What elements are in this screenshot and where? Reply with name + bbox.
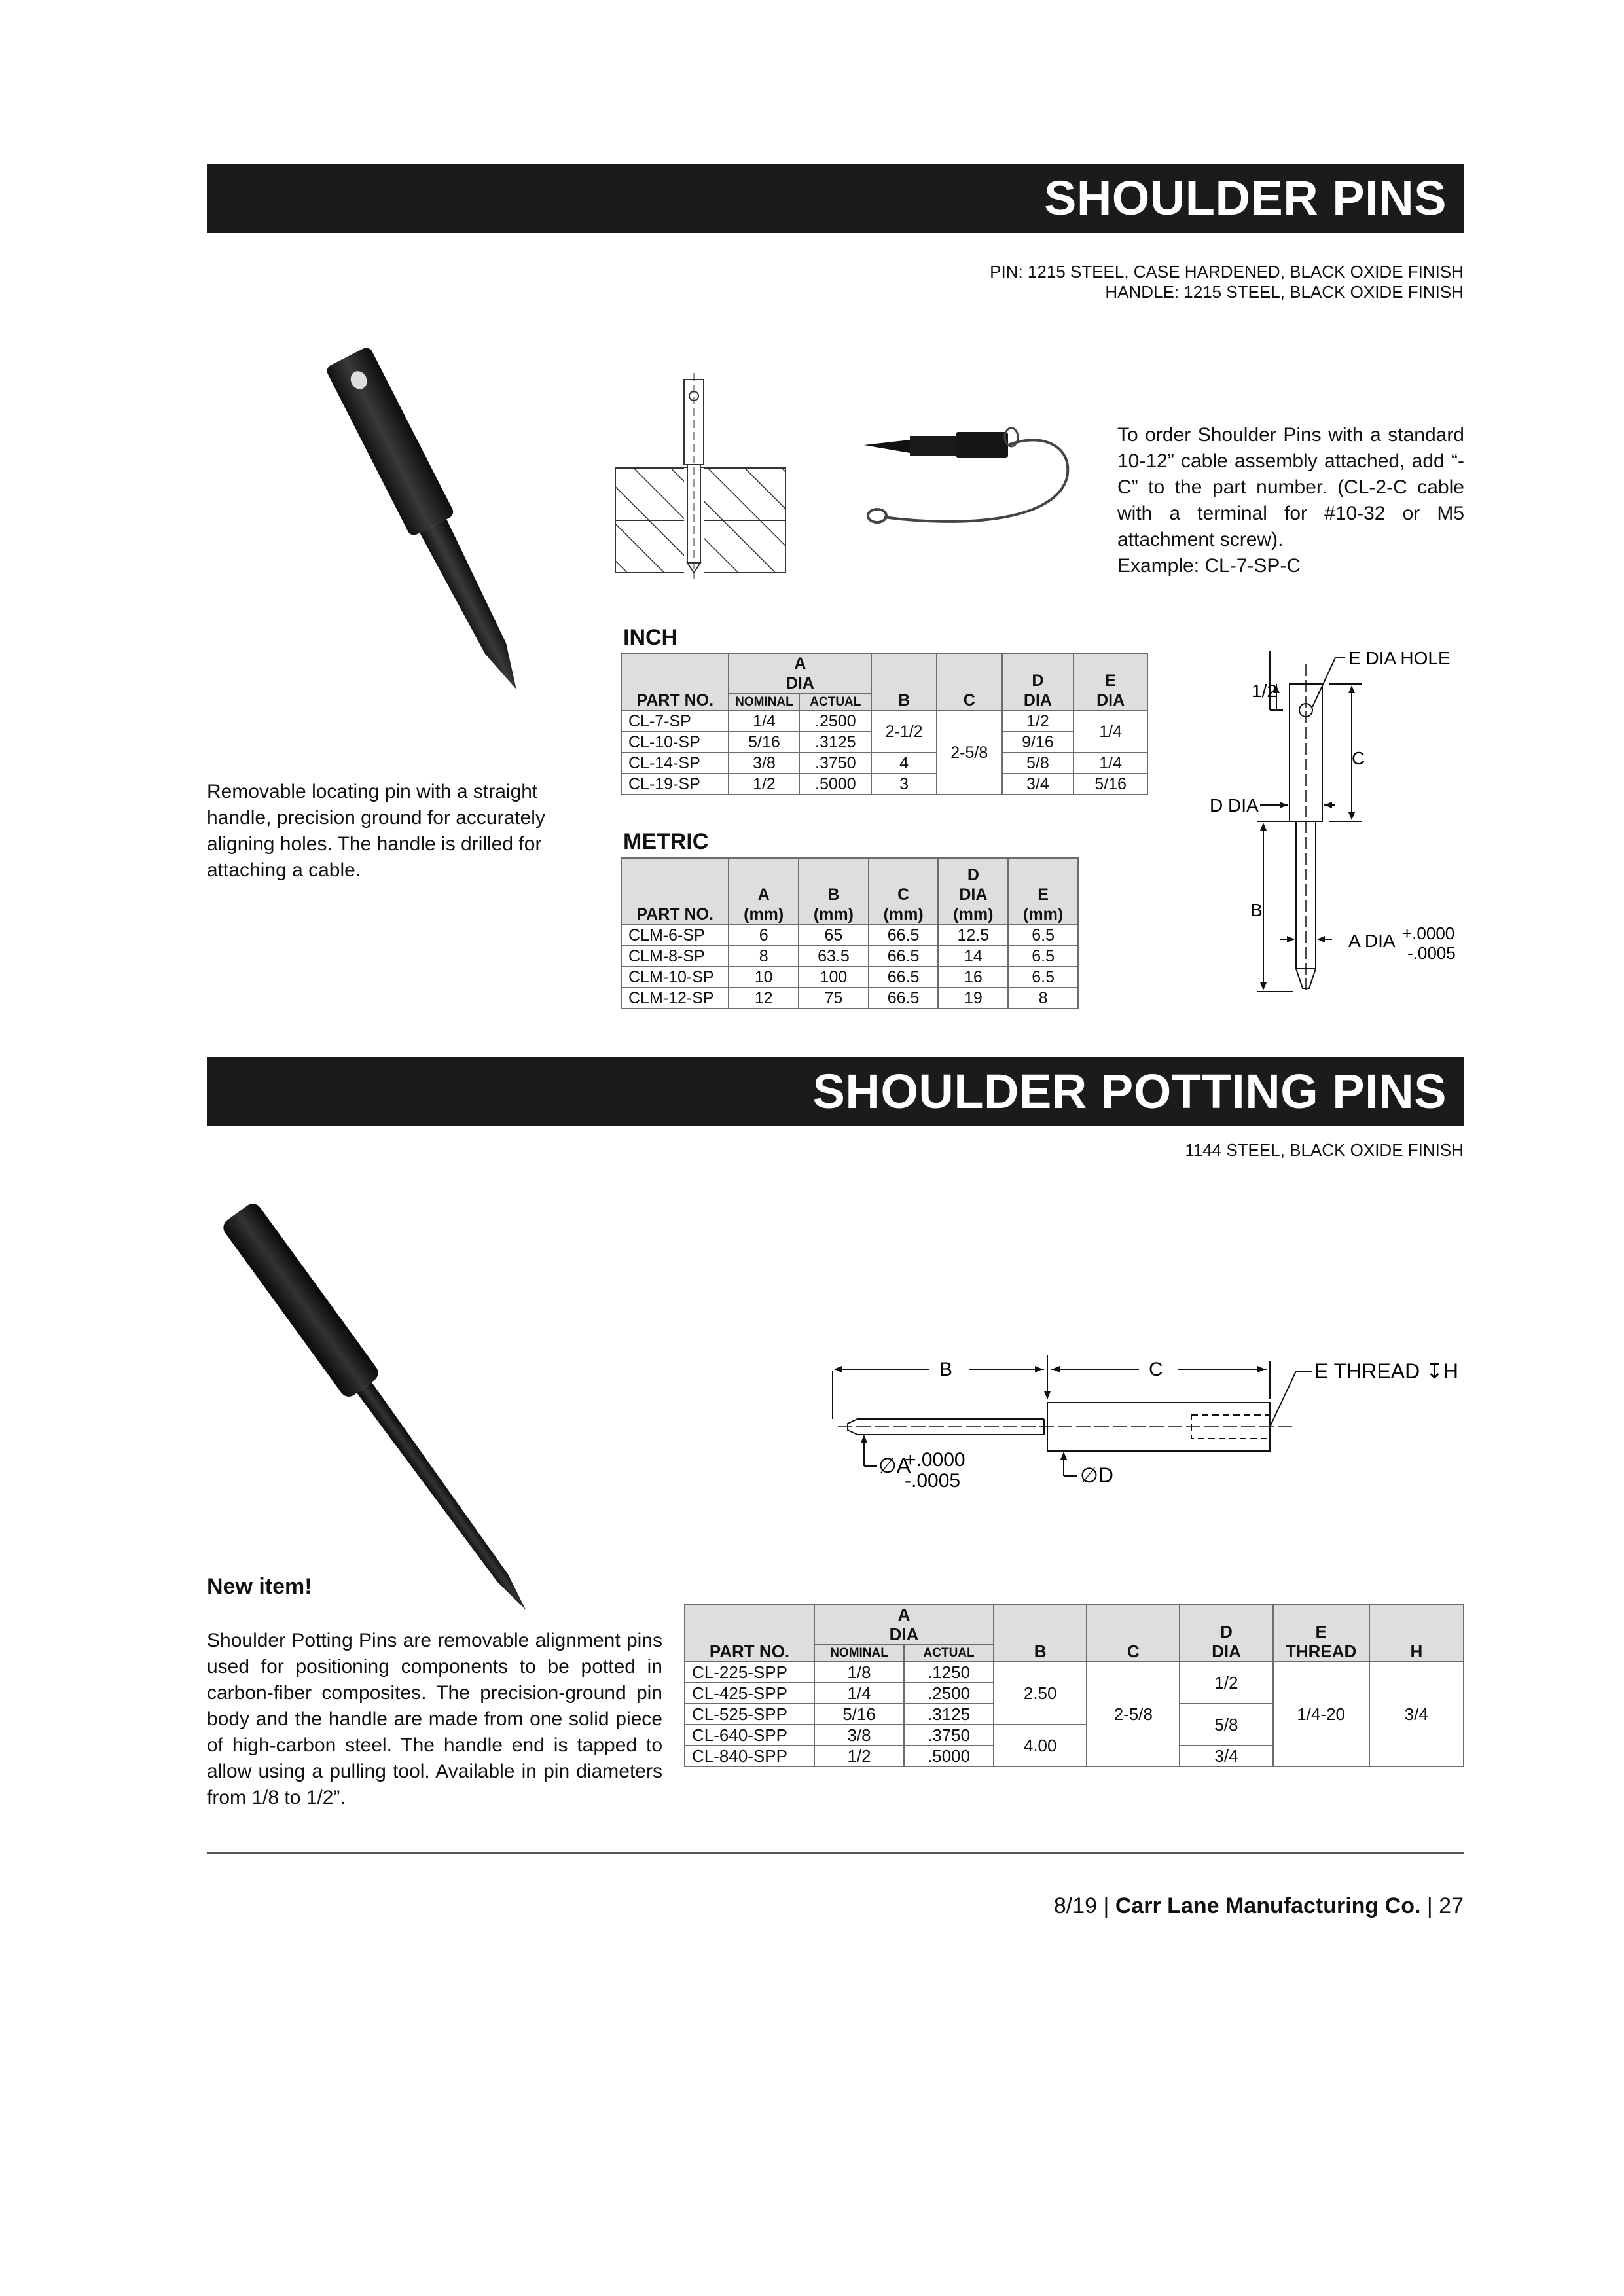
col-header-c-mm: C (mm) — [869, 858, 939, 925]
cell-actual: .3125 — [799, 732, 871, 753]
material-spec — [990, 262, 1464, 302]
cell-c: 66.5 — [869, 967, 939, 988]
potting-pin-description: Shoulder Potting Pins are removable alignment pins used for positioning components to be potted in carbon-fiber composites. The precision-ground pin body and the handle are made from one solid piece of high-carbon steel. The handle end is tapped to allow using a pulling tool. Available in pin diameters from 1/8 to 1/2”. — [207, 1630, 662, 1808]
dim-tolerance-plus: +.0000 — [1402, 924, 1455, 943]
cell-c: 66.5 — [869, 946, 939, 967]
table-row — [621, 946, 1078, 967]
page-footer — [1054, 1893, 1464, 1919]
cell-part-no: CLM-8-SP — [621, 946, 729, 967]
cell-part-no: CL-525-SPP — [685, 1704, 814, 1725]
cell-nominal: 1/2 — [814, 1746, 904, 1767]
shoulder-pin-photo — [262, 340, 550, 733]
potting-pin-photo — [203, 1204, 661, 1623]
col-header-b: B — [871, 653, 937, 711]
col-header-part-no: PART NO. — [685, 1604, 814, 1662]
potting-pin-dimension-drawing — [825, 1342, 1473, 1505]
cell-part-no: CL-10-SP — [621, 732, 729, 753]
col-header-c: C — [937, 653, 1002, 711]
dim-tolerance-minus: -.0005 — [905, 1470, 961, 1492]
table-row — [621, 967, 1078, 988]
footer-company: Carr Lane Manufacturing Co. — [1115, 1893, 1421, 1918]
dim-label-b: B — [939, 1359, 953, 1380]
footer-separator: | — [1103, 1893, 1110, 1918]
cell-d: 12.5 — [938, 925, 1008, 946]
col-header-e-mm: E (mm) — [1008, 858, 1078, 925]
dim-tolerance-minus: -.0005 — [1407, 943, 1456, 963]
col-header-a-mm: A (mm) — [729, 858, 799, 925]
cell-e: 6.5 — [1008, 925, 1078, 946]
cell-a: 6 — [729, 925, 799, 946]
cell-b: 65 — [799, 925, 869, 946]
table-row — [621, 774, 1147, 795]
section-title: SHOULDER POTTING PINS — [812, 1064, 1447, 1119]
spec-line-pin: PIN: 1215 STEEL, CASE HARDENED, BLACK OXIDE FINISH — [990, 262, 1464, 281]
shoulder-pin-description: Removable locating pin with a straight handle, precision ground for accurately aligning holes. The handle is drilled for attaching a cable. — [207, 781, 545, 881]
cell-b: 75 — [799, 988, 869, 1009]
order-example-text: Example: CL-7-SP-C — [1117, 555, 1301, 577]
cell-d: 5/8 — [1002, 753, 1074, 774]
cell-actual: .1250 — [904, 1662, 994, 1683]
cell-a: 12 — [729, 988, 799, 1009]
dim-label-b: B — [1250, 900, 1263, 920]
cell-b: 3 — [871, 774, 937, 795]
table-row — [685, 1662, 1464, 1683]
cell-part-no: CL-640-SPP — [685, 1725, 814, 1746]
cell-part-no: CL-7-SP — [621, 711, 729, 732]
cell-c: 2-5/8 — [937, 711, 1002, 795]
spec-line-handle: HANDLE: 1215 STEEL, BLACK OXIDE FINISH — [1105, 282, 1464, 302]
cell-part-no: CL-225-SPP — [685, 1662, 814, 1683]
col-header-d-dia: D DIA — [1002, 653, 1074, 711]
dim-label-e-thread: E THREAD ↧H — [1314, 1359, 1459, 1383]
cell-b: 100 — [799, 967, 869, 988]
page-number: 27 — [1439, 1893, 1464, 1918]
col-header-h: H — [1369, 1604, 1464, 1662]
cell-actual: .3750 — [799, 753, 871, 774]
cell-e: 1/4 — [1074, 753, 1147, 774]
table-row — [621, 711, 1147, 732]
cell-d: 1/2 — [1002, 711, 1074, 732]
col-header-b-mm: B (mm) — [799, 858, 869, 925]
cell-nominal: 3/8 — [729, 753, 799, 774]
col-header-c: C — [1087, 1604, 1180, 1662]
col-header-e-dia: E DIA — [1074, 653, 1147, 711]
table-row — [621, 753, 1147, 774]
dim-label-d: ∅D — [1080, 1463, 1113, 1487]
col-header-d-dia: D DIA — [1180, 1604, 1272, 1662]
potting-pin-spec-table — [684, 1604, 1464, 1767]
cell-nominal: 1/4 — [814, 1683, 904, 1704]
metric-spec-table — [621, 857, 1079, 1009]
inch-spec-table — [621, 653, 1148, 795]
col-header-part-no: PART NO. — [621, 858, 729, 925]
dim-label-e-dia-hole: E DIA HOLE — [1348, 648, 1451, 668]
col-header-b: B — [994, 1604, 1087, 1662]
cell-b: 2-1/2 — [871, 711, 937, 753]
table-row — [621, 925, 1078, 946]
col-header-actual: ACTUAL — [904, 1645, 994, 1662]
shoulder-pin-dimension-drawing — [1204, 638, 1479, 1005]
cell-part-no: CLM-12-SP — [621, 988, 729, 1009]
cell-e: 6.5 — [1008, 967, 1078, 988]
dim-label-a: ∅A — [878, 1454, 911, 1477]
cell-b: 2.50 — [994, 1662, 1087, 1725]
cell-a: 8 — [729, 946, 799, 967]
cell-c: 2-5/8 — [1087, 1662, 1180, 1767]
new-item-label: New item! — [207, 1574, 312, 1599]
cell-e: 1/4-20 — [1273, 1662, 1369, 1767]
dim-label-d-dia: D DIA — [1210, 795, 1259, 816]
section-banner-shoulder-potting-pins — [207, 1057, 1464, 1126]
cell-b: 4 — [871, 753, 937, 774]
cell-nominal: 1/2 — [729, 774, 799, 795]
cell-h: 3/4 — [1369, 1662, 1464, 1767]
cell-e: 1/4 — [1074, 711, 1147, 753]
footer-divider — [207, 1852, 1464, 1854]
col-header-actual: ACTUAL — [799, 694, 871, 711]
col-header-e-thread: E THREAD — [1273, 1604, 1369, 1662]
cell-part-no: CLM-6-SP — [621, 925, 729, 946]
cell-c: 66.5 — [869, 925, 939, 946]
cell-nominal: 5/16 — [814, 1704, 904, 1725]
dim-label-a-dia: A DIA — [1348, 931, 1396, 951]
section-title: SHOULDER PINS — [1043, 171, 1447, 225]
cell-actual: .2500 — [904, 1683, 994, 1704]
cell-actual: .3125 — [904, 1704, 994, 1725]
cell-c: 66.5 — [869, 988, 939, 1009]
cell-part-no: CL-840-SPP — [685, 1746, 814, 1767]
cell-b: 4.00 — [994, 1725, 1087, 1767]
dim-label-c: C — [1352, 748, 1365, 768]
col-header-part-no: PART NO. — [621, 653, 729, 711]
cell-a: 10 — [729, 967, 799, 988]
material-spec: 1144 STEEL, BLACK OXIDE FINISH — [1185, 1140, 1464, 1160]
cell-actual: .5000 — [799, 774, 871, 795]
cell-e: 6.5 — [1008, 946, 1078, 967]
cell-d: 19 — [938, 988, 1008, 1009]
cell-nominal: 1/4 — [729, 711, 799, 732]
dim-tolerance-plus: +.0000 — [905, 1449, 965, 1471]
cell-actual: .3750 — [904, 1725, 994, 1746]
cable-assembly-photo — [857, 406, 1080, 550]
inch-label: INCH — [623, 625, 678, 650]
cell-part-no: CL-19-SP — [621, 774, 729, 795]
cell-b: 63.5 — [799, 946, 869, 967]
installation-section-diagram — [612, 373, 795, 583]
cell-e: 8 — [1008, 988, 1078, 1009]
cell-nominal: 3/8 — [814, 1725, 904, 1746]
cell-d: 5/8 — [1180, 1704, 1272, 1746]
table-row — [621, 988, 1078, 1009]
cell-nominal: 5/16 — [729, 732, 799, 753]
col-header-a-dia: A DIA — [729, 653, 871, 694]
cell-d: 3/4 — [1002, 774, 1074, 795]
col-header-a-dia: A DIA — [814, 1604, 994, 1645]
cell-part-no: CLM-10-SP — [621, 967, 729, 988]
cell-actual: .5000 — [904, 1746, 994, 1767]
section-banner-shoulder-pins — [207, 164, 1464, 233]
dim-label-c: C — [1149, 1359, 1163, 1380]
cell-d: 3/4 — [1180, 1746, 1272, 1767]
cell-d: 16 — [938, 967, 1008, 988]
cell-d: 1/2 — [1180, 1662, 1272, 1704]
cell-e: 5/16 — [1074, 774, 1147, 795]
col-header-nominal: NOMINAL — [729, 694, 799, 711]
cell-nominal: 1/8 — [814, 1662, 904, 1683]
cell-d: 14 — [938, 946, 1008, 967]
col-header-nominal: NOMINAL — [814, 1645, 904, 1662]
metric-label: METRIC — [623, 829, 709, 854]
cell-part-no: CL-425-SPP — [685, 1683, 814, 1704]
cell-actual: .2500 — [799, 711, 871, 732]
cell-part-no: CL-14-SP — [621, 753, 729, 774]
cell-d: 9/16 — [1002, 732, 1074, 753]
footer-separator: | — [1426, 1893, 1433, 1918]
col-header-d-dia-mm: D DIA (mm) — [938, 858, 1008, 925]
order-note-text: To order Shoulder Pins with a standard 10-12” cable assembly attached, add “-C” to the part number. (CL-2-C cable with a terminal for #10-32 or M5 attachment screw). — [1117, 424, 1464, 550]
dim-label-half: 1/2 — [1252, 681, 1277, 701]
footer-date: 8/19 — [1053, 1893, 1098, 1918]
cable-order-note — [1117, 422, 1464, 579]
